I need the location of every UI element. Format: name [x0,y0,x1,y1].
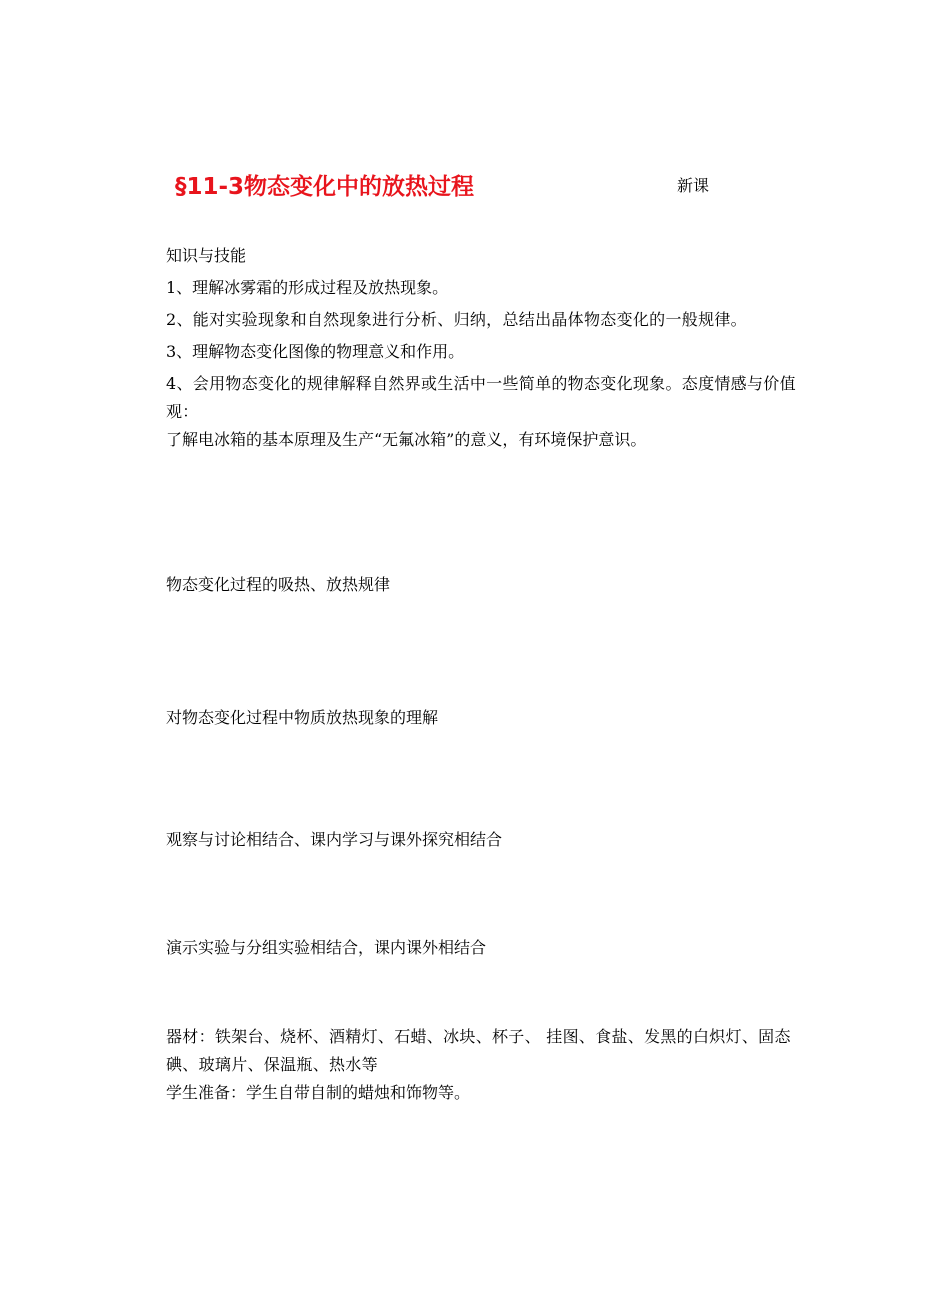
student-preparation-text: 学生准备：学生自带自制的蜡烛和饰物等。 [166,1083,471,1102]
learning-method-text: 观察与讨论相结合、课内学习与课外探究相结合 [166,830,503,849]
teaching-method-text: 演示实验与分组实验相结合，课内课外相结合 [166,938,487,957]
equipment-text: 器材：铁架台、烧杯、酒精灯、石蜡、冰块、杯子、 挂图、食盐、发黑的白炽灯、固态碘、玻璃片、保温瓶、热水等 [166,1027,791,1074]
objectives-heading: 知识与技能 [166,246,247,265]
difficulty-text: 对物态变化过程中物质放热现象的理解 [166,708,439,727]
objective-item: 3、理解物态变化图像的物理意义和作用。 [166,342,465,361]
lesson-type-tag: 新课 [677,176,710,195]
objectives-section [166,242,812,454]
key-point-section [166,571,812,599]
title-row [175,168,735,204]
objective-item: 4、会用物态变化的规律解释自然界或生活中一些简单的物态变化现象。态度情感与价值观： [166,374,796,421]
objective-item: 了解电冰箱的基本原理及生产“无氟冰箱”的意义，有环境保护意识。 [166,430,647,449]
lesson-title: §11-3物态变化中的放热过程 [175,174,475,200]
objective-item: 2、能对实验现象和自然现象进行分析、归纳，总结出晶体物态变化的一般规律。 [166,310,747,329]
key-point-text: 物态变化过程的吸热、放热规律 [166,575,391,594]
teaching-method-section [166,934,812,962]
difficulty-section [166,704,812,732]
materials-section [166,1023,812,1107]
learning-method-section [166,826,812,854]
objective-item: 1、理解冰雾霜的形成过程及放热现象。 [166,278,449,297]
